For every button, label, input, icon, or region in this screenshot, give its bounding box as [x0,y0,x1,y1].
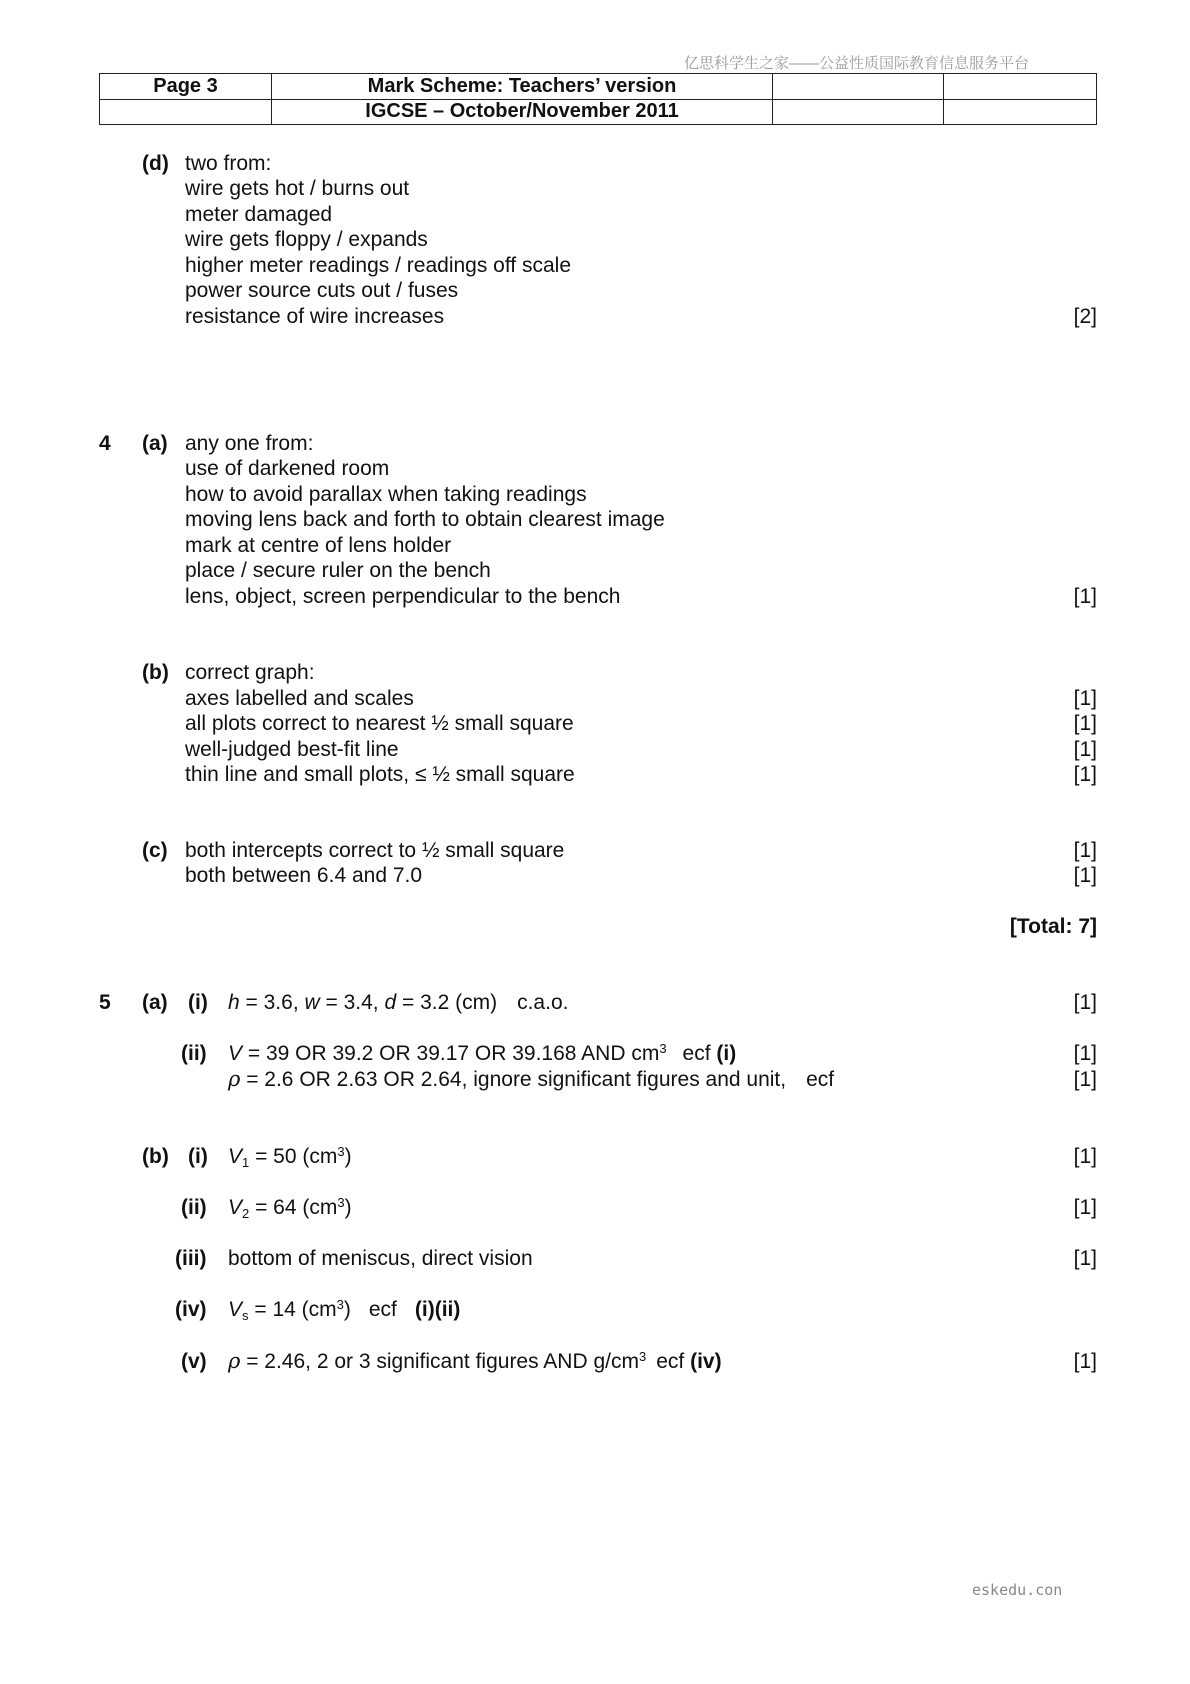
q4c-mark: [1] [1073,839,1097,862]
q3d-line: higher meter readings / readings off scale [185,254,571,277]
q4b-line: axes labelled and scales [185,687,414,710]
q4a-line: use of darkened room [185,457,390,480]
q5biv-label: (iv) [175,1298,207,1321]
q3d-line: meter damaged [185,203,333,226]
q5bii-mark: [1] [1073,1196,1097,1219]
q4b-mark: [1] [1073,738,1097,761]
exam-session: IGCSE – October/November 2011 [272,99,773,125]
q5bv-label: (v) [181,1350,207,1373]
q4a-line: lens, object, screen perpendicular to the bench [185,585,621,608]
q5aii-density: ρ = 2.6 OR 2.63 OR 2.64, ignore significant figures and unit, ecf [228,1067,835,1091]
q4b-line: all plots correct to nearest ½ small square [185,712,574,735]
q4b-mark: [1] [1073,712,1097,735]
document-title: Mark Scheme: Teachers’ version [272,74,773,100]
q4a-line: how to avoid parallax when taking readings [185,483,587,506]
q5biv-answer: $V_s = 14$ $(cm^3)$ ecf (i)(ii) [228,1297,461,1323]
q4c-mark: [1] [1073,864,1097,887]
q4-total: [Total: 7] [1009,915,1097,938]
q3d-mark: [2] [1073,305,1097,328]
q4b-line: well-judged best-fit line [185,738,399,761]
q5aii-density-mark: [1] [1073,1068,1097,1091]
footer-site: eskedu.con [972,1581,1063,1599]
page-number: Page 3 [100,74,272,100]
q5aii-volume: V = 39 OR 39.2 OR 39.17 OR 39.168 AND $cm^3$ ecf (i) [228,1041,737,1065]
q3d-label: (d) [142,152,169,175]
q4a-mark: [1] [1073,585,1097,608]
q4a-line: place / secure ruler on the bench [185,559,491,582]
q4c-line: both intercepts correct to ½ small square [185,839,565,862]
q4c-line: both between 6.4 and 7.0 [185,864,423,887]
q4b-mark: [1] [1073,687,1097,710]
q5bi-label: (i) [188,1145,208,1168]
q4b-intro: correct graph: [185,661,315,684]
q5a-label: (a) [142,991,168,1014]
q5bi-mark: [1] [1073,1145,1097,1168]
q3d-line: wire gets hot / burns out [185,177,410,200]
q5biii-label: (iii) [175,1247,207,1270]
q5bii-answer: $V_2 = 64$ $(cm^3)$ [228,1195,352,1221]
q5-number: 5 [99,991,111,1014]
q3d-line: power source cuts out / fuses [185,279,459,302]
q4a-line: moving lens back and forth to obtain clearest image [185,508,665,531]
q5biii-answer: bottom of meniscus, direct vision [228,1247,533,1270]
watermark: 亿思科学生之家——公益性质国际教育信息服务平台 [684,55,1030,72]
q5bii-label: (ii) [181,1196,207,1219]
q5aii-volume-mark: [1] [1073,1042,1097,1065]
q5biii-mark: [1] [1073,1247,1097,1270]
q5bv-answer: ρ = 2.46, 2 or 3 significant figures AND $g/cm^3$ ecf (iv) [228,1349,722,1373]
q5ai-label: (i) [188,991,208,1014]
header-table [99,73,1097,125]
q5bv-mark: [1] [1073,1350,1097,1373]
q4a-label: (a) [142,432,168,455]
q3d-line: wire gets floppy / expands [185,228,428,251]
q3d-line: resistance of wire increases [185,305,445,328]
q4a-intro: any one from: [185,432,314,455]
q4b-label: (b) [142,661,169,684]
q4b-mark: [1] [1073,763,1097,786]
q5b-label: (b) [142,1145,169,1168]
q5ai-answer: h = 3.6, w = 3.4, d = 3.2 (cm) c.a.o. [228,991,569,1014]
q4b-line: thin line and small plots, ≤ ½ small square [185,763,575,786]
q4-number: 4 [99,432,111,455]
q5ai-mark: [1] [1073,991,1097,1014]
q5bi-answer: $V_1 = 50$ $(cm^3)$ [228,1144,352,1170]
q4c-label: (c) [142,839,168,862]
q5aii-label: (ii) [181,1042,207,1065]
q4a-line: mark at centre of lens holder [185,534,452,557]
q3d-intro: two from: [185,152,272,175]
